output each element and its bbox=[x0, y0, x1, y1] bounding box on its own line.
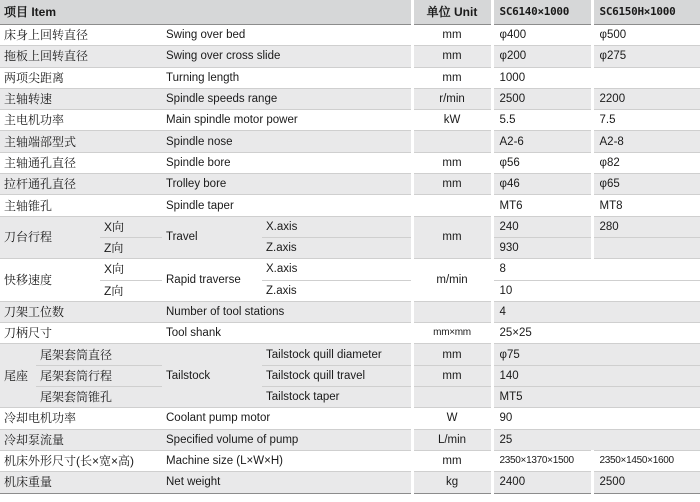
row-value-2: 2500 bbox=[592, 472, 700, 493]
row-label-zh: 主轴锥孔 bbox=[0, 195, 162, 216]
row-value-1: A2-6 bbox=[492, 131, 592, 152]
header-unit: 单位 Unit bbox=[412, 0, 492, 25]
row-label-en: Machine size (L×W×H) bbox=[162, 450, 412, 471]
header-model-2: SC6150H×1000 bbox=[592, 0, 700, 25]
row-unit: kg bbox=[412, 472, 492, 493]
row-value-1: φ400 bbox=[492, 25, 592, 46]
header-row bbox=[0, 0, 700, 25]
row-unit: mm bbox=[412, 174, 492, 195]
row-label-en: Number of tool stations bbox=[162, 301, 412, 322]
row-value-2 bbox=[592, 67, 700, 88]
travel-label-en-cell bbox=[162, 216, 262, 259]
rapid-z-zh: Z向 bbox=[100, 280, 162, 301]
row-value-2: φ65 bbox=[592, 174, 700, 195]
travel-unit: mm bbox=[412, 216, 492, 259]
row-value-2: 7.5 bbox=[592, 110, 700, 131]
row-value-1: 1000 bbox=[492, 67, 592, 88]
travel-z-en: Z.axis bbox=[262, 237, 412, 258]
row-label-zh: 冷却电机功率 bbox=[0, 408, 162, 429]
table-row bbox=[0, 25, 700, 46]
row-value: 4 bbox=[492, 301, 700, 322]
row-unit: L/min bbox=[412, 429, 492, 450]
row-unit: mm×mm bbox=[412, 323, 492, 344]
table-row bbox=[0, 450, 700, 471]
row-value-2: A2-8 bbox=[592, 131, 700, 152]
travel-z-value-2 bbox=[592, 237, 700, 258]
table-row bbox=[0, 131, 700, 152]
table-row bbox=[0, 323, 700, 344]
row-label-zh: 机床外形尺寸(长×宽×高) bbox=[0, 450, 162, 471]
row-unit: kW bbox=[412, 110, 492, 131]
table-row-tailstock-b bbox=[0, 365, 700, 386]
row-label-en: Spindle nose bbox=[162, 131, 412, 152]
row-value: 90 bbox=[492, 408, 700, 429]
row-label-zh: 两项尖距离 bbox=[0, 67, 162, 88]
row-value-1: φ56 bbox=[492, 152, 592, 173]
tailstock-a-en: Tailstock quill diameter bbox=[262, 344, 412, 365]
row-label-en: Spindle taper bbox=[162, 195, 412, 216]
row-label-zh: 冷却泵流量 bbox=[0, 429, 162, 450]
travel-z-value-1: 930 bbox=[492, 237, 592, 258]
table-row-tailstock-c bbox=[0, 387, 700, 408]
row-unit: r/min bbox=[412, 88, 492, 109]
row-label-en: Turning length bbox=[162, 67, 412, 88]
table-row-rapid-z bbox=[0, 280, 700, 301]
tailstock-b-en: Tailstock quill travel bbox=[262, 365, 412, 386]
table-row bbox=[0, 472, 700, 493]
tailstock-c-value: MT5 bbox=[492, 387, 700, 408]
row-value-2: MT8 bbox=[592, 195, 700, 216]
row-label-en: Main spindle motor power bbox=[162, 110, 412, 131]
row-label-zh: 刀架工位数 bbox=[0, 301, 162, 322]
table-row bbox=[0, 301, 700, 322]
row-unit: mm bbox=[412, 152, 492, 173]
row-label-en: Net weight bbox=[162, 472, 412, 493]
table-row-travel-x bbox=[0, 216, 700, 237]
row-value-1: 2500 bbox=[492, 88, 592, 109]
travel-x-value-1: 240 bbox=[492, 216, 592, 237]
tailstock-b-unit: mm bbox=[412, 365, 492, 386]
rapid-z-value: 10 bbox=[492, 280, 700, 301]
row-unit: mm bbox=[412, 450, 492, 471]
header-item: 项目 Item bbox=[0, 0, 412, 25]
travel-x-value-2: 280 bbox=[592, 216, 700, 237]
table-row bbox=[0, 152, 700, 173]
row-label-zh: 刀柄尺寸 bbox=[0, 323, 162, 344]
tailstock-label-zh: 尾座 bbox=[0, 344, 36, 408]
tailstock-b-value: 140 bbox=[492, 365, 700, 386]
rapid-x-zh: X向 bbox=[100, 259, 162, 280]
rapid-label-zh: 快移速度 bbox=[0, 259, 100, 302]
table-row bbox=[0, 429, 700, 450]
row-value-2: φ500 bbox=[592, 25, 700, 46]
table-row-tailstock-a bbox=[0, 344, 700, 365]
rapid-label-en: Rapid traverse bbox=[162, 259, 262, 302]
table-row bbox=[0, 408, 700, 429]
row-unit: mm bbox=[412, 46, 492, 67]
travel-x-zh: X向 bbox=[100, 216, 162, 237]
table-row bbox=[0, 110, 700, 131]
row-unit bbox=[412, 301, 492, 322]
row-value-2: φ82 bbox=[592, 152, 700, 173]
row-label-en: Trolley bore bbox=[162, 174, 412, 195]
table-row-travel-z bbox=[0, 237, 700, 258]
row-label-zh: 拖板上回转直径 bbox=[0, 46, 162, 67]
travel-label-zh: 刀台行程 bbox=[0, 216, 100, 259]
row-label-zh: 主轴端部型式 bbox=[0, 131, 162, 152]
table-row bbox=[0, 88, 700, 109]
row-value-1: 2350×1370×1500 bbox=[492, 450, 592, 471]
row-label-en: Specified volume of pump bbox=[162, 429, 412, 450]
row-label-zh: 主轴转速 bbox=[0, 88, 162, 109]
row-unit: mm bbox=[412, 67, 492, 88]
rapid-unit: m/min bbox=[412, 259, 492, 302]
row-label-en: Spindle speeds range bbox=[162, 88, 412, 109]
row-label-en: Swing over cross slide bbox=[162, 46, 412, 67]
row-label-en: Tool shank bbox=[162, 323, 412, 344]
row-value-2: 2200 bbox=[592, 88, 700, 109]
row-label-en: Swing over bed bbox=[162, 25, 412, 46]
table-row bbox=[0, 46, 700, 67]
row-label-zh: 床身上回转直径 bbox=[0, 25, 162, 46]
row-value-1: MT6 bbox=[492, 195, 592, 216]
row-unit: W bbox=[412, 408, 492, 429]
row-unit: mm bbox=[412, 25, 492, 46]
row-unit bbox=[412, 195, 492, 216]
rapid-z-en: Z.axis bbox=[262, 280, 412, 301]
row-value-1: φ46 bbox=[492, 174, 592, 195]
travel-x-en: X.axis bbox=[262, 216, 412, 237]
row-value-2: φ275 bbox=[592, 46, 700, 67]
row-unit bbox=[412, 131, 492, 152]
row-value-1: φ200 bbox=[492, 46, 592, 67]
row-value: 25 bbox=[492, 429, 700, 450]
row-label-en: Spindle bore bbox=[162, 152, 412, 173]
tailstock-c-en: Tailstock taper bbox=[262, 387, 412, 408]
row-label-en: Coolant pump motor bbox=[162, 408, 412, 429]
tailstock-a-zh: 尾架套筒直径 bbox=[36, 344, 162, 365]
table-row bbox=[0, 174, 700, 195]
row-label-zh: 拉杆通孔直径 bbox=[0, 174, 162, 195]
table-row-rapid-x bbox=[0, 259, 700, 280]
header-model-1: SC6140×1000 bbox=[492, 0, 592, 25]
tailstock-a-value: φ75 bbox=[492, 344, 700, 365]
row-label-zh: 机床重量 bbox=[0, 472, 162, 493]
row-value-2: 2350×1450×1600 bbox=[592, 450, 700, 471]
row-label-zh: 主电机功率 bbox=[0, 110, 162, 131]
tailstock-b-zh: 尾架套筒行程 bbox=[36, 365, 162, 386]
row-label-zh: 主轴通孔直径 bbox=[0, 152, 162, 173]
travel-label-en: Travel bbox=[166, 231, 198, 244]
row-value-1: 5.5 bbox=[492, 110, 592, 131]
row-value-1: 2400 bbox=[492, 472, 592, 493]
rapid-x-value: 8 bbox=[492, 259, 700, 280]
rapid-x-en: X.axis bbox=[262, 259, 412, 280]
tailstock-label-en: Tailstock bbox=[162, 344, 262, 408]
tailstock-a-unit: mm bbox=[412, 344, 492, 365]
table-row bbox=[0, 195, 700, 216]
tailstock-c-zh: 尾架套筒锥孔 bbox=[36, 387, 162, 408]
travel-z-zh: Z向 bbox=[100, 237, 162, 258]
row-value: 25×25 bbox=[492, 323, 700, 344]
table-row bbox=[0, 67, 700, 88]
tailstock-c-unit bbox=[412, 387, 492, 408]
